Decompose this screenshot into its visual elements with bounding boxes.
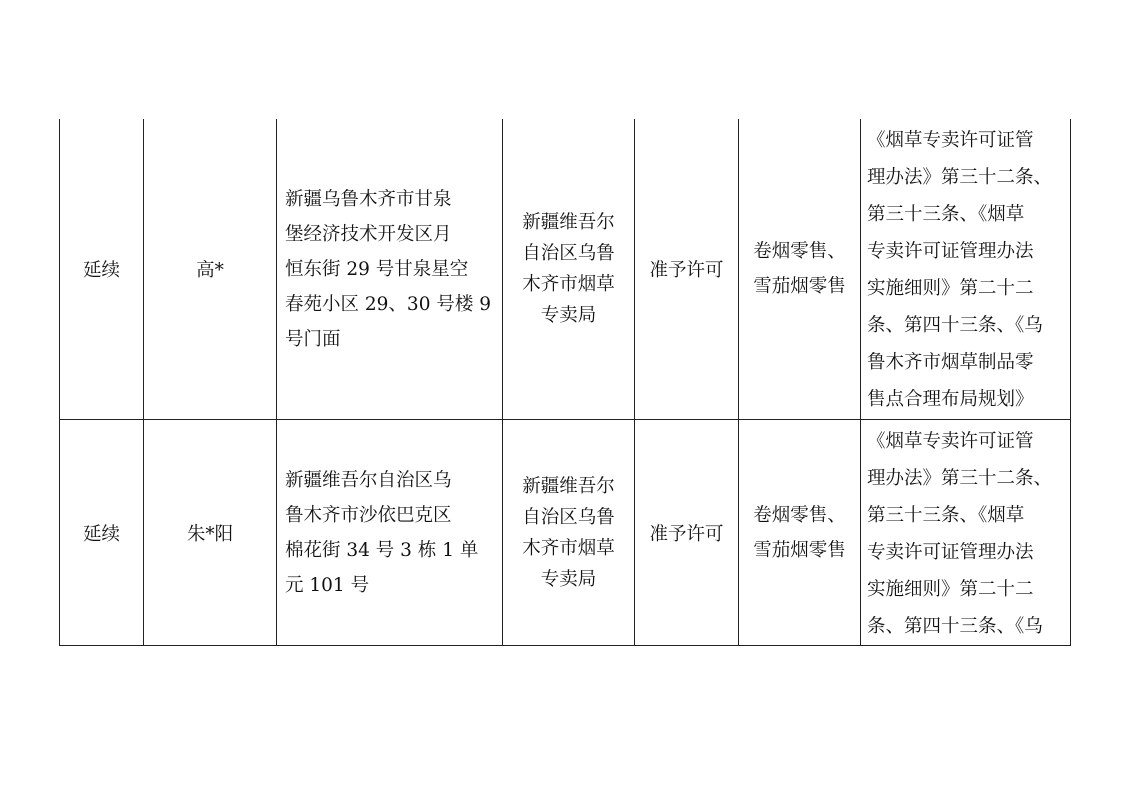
basis-line: 售点合理布局规划》 (867, 389, 1034, 410)
address-line: 春苑小区 29、30 号楼 9 (285, 293, 491, 315)
authority-cell (503, 119, 635, 420)
authority-line: 自治区乌鲁 (522, 506, 615, 528)
permit-type-cell: 延续 (60, 119, 144, 420)
basis-line: 第三十三条、《烟草 (867, 505, 1025, 526)
scope-line: 雪茄烟零售 (753, 539, 846, 561)
scope-cell (739, 119, 861, 420)
basis-line: 专卖许可证管理办法 (867, 241, 1034, 262)
authority-line: 专卖局 (540, 305, 597, 326)
authority-line: 自治区乌鲁 (522, 243, 615, 264)
authority-line: 新疆维吾尔 (522, 475, 615, 497)
scope-cell (739, 420, 861, 646)
basis-line: 实施细则》第二十二 (867, 278, 1034, 299)
table-row (60, 420, 1071, 646)
address-cell (277, 420, 503, 646)
basis-line: 专卖许可证管理办法 (867, 542, 1034, 563)
decision-cell: 准予许可 (635, 420, 739, 646)
applicant-name-cell: 朱*阳 (144, 420, 277, 646)
address-line: 棉花街 34 号 3 栋 1 单 (285, 539, 479, 561)
decision-cell: 准予许可 (635, 119, 739, 420)
address-line: 元 101 号 (285, 574, 370, 596)
basis-line: 条、第四十三条、《乌 (867, 315, 1043, 336)
basis-line: 第三十三条、《烟草 (867, 204, 1025, 225)
authority-line: 木齐市烟草 (522, 274, 615, 295)
address-line: 鲁木齐市沙依巴克区 (285, 504, 452, 526)
table-row (60, 119, 1071, 420)
basis-line: 实施细则》第二十二 (867, 579, 1034, 600)
address-line: 恒东街 29 号甘泉星空 (285, 258, 469, 280)
scope-line: 卷烟零售、 (753, 504, 846, 526)
authority-line: 木齐市烟草 (522, 537, 615, 559)
applicant-name-cell: 高* (144, 119, 277, 420)
scope-line: 雪茄烟零售 (753, 276, 846, 297)
basis-line: 《烟草专卖许可证管 (867, 130, 1034, 151)
address-line: 新疆乌鲁木齐市甘泉 (285, 188, 452, 210)
legal-basis-cell (861, 420, 1071, 646)
address-line: 号门面 (285, 328, 341, 350)
basis-line: 《烟草专卖许可证管 (867, 431, 1034, 452)
basis-line: 鲁木齐市烟草制品零 (867, 352, 1034, 373)
authority-line: 专卖局 (540, 568, 597, 590)
basis-line: 理办法》第三十二条、 (867, 468, 1053, 489)
permit-table (59, 119, 1071, 646)
authority-line: 新疆维吾尔 (522, 212, 615, 233)
permit-type-cell: 延续 (60, 420, 144, 646)
address-cell (277, 119, 503, 420)
authority-cell (503, 420, 635, 646)
basis-line: 理办法》第三十二条、 (867, 167, 1053, 188)
legal-basis-cell (861, 119, 1071, 420)
address-line: 堡经济技术开发区月 (285, 223, 452, 245)
address-line: 新疆维吾尔自治区乌 (285, 469, 452, 491)
scope-line: 卷烟零售、 (753, 241, 846, 262)
basis-line: 条、第四十三条、《乌 (867, 616, 1043, 637)
